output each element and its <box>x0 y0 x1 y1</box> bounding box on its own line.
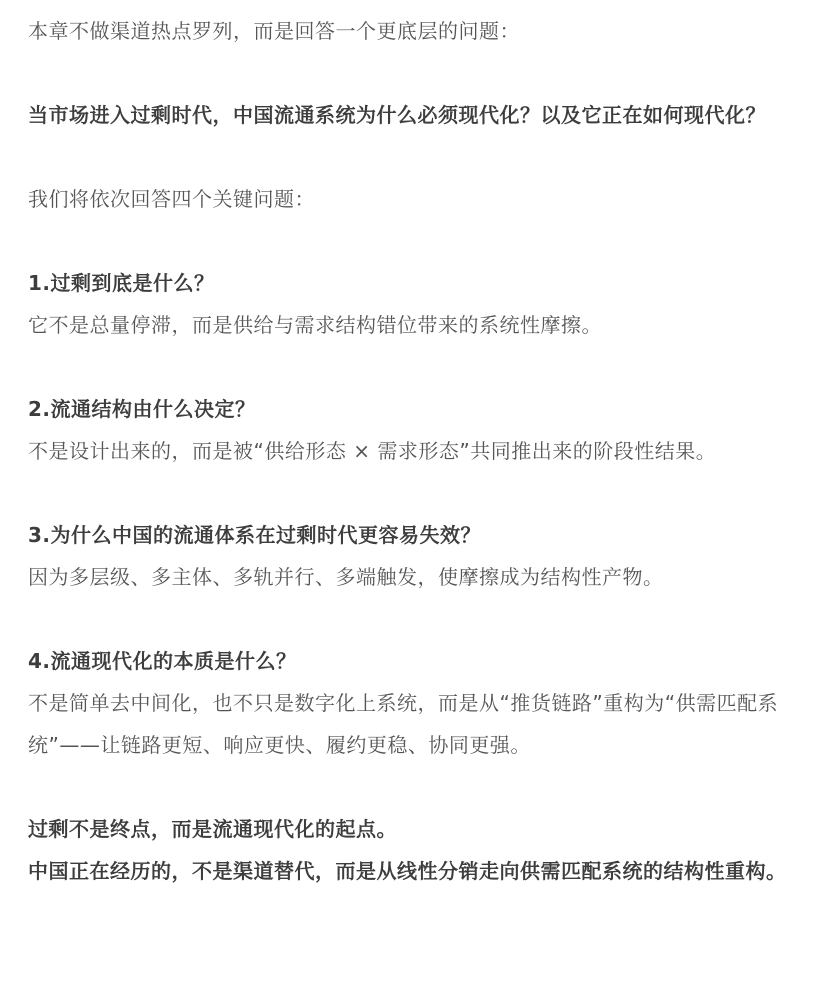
question-title: 3.为什么中国的流通体系在过剩时代更容易失效？ <box>28 523 482 547</box>
question-block <box>28 640 814 766</box>
question-answer: 不是简单去中间化，也不只是数字化上系统，而是从“推货链路”重构为“供需匹配系统”——让链路更短、响应更快、履约更稳、协同更强。 <box>28 691 779 757</box>
intro-paragraph: 本章不做渠道热点罗列，而是回答一个更底层的问题： <box>28 19 520 43</box>
question-answer: 它不是总量停滞，而是供给与需求结构错位带来的系统性摩擦。 <box>28 313 602 337</box>
spacer <box>28 598 814 640</box>
conclusion-line: 中国正在经历的，不是渠道替代，而是从线性分销走向供需匹配系统的结构性重构。 <box>28 859 787 883</box>
question-answer: 不是设计出来的，而是被“供给形态 × 需求形态”共同推出来的阶段性结果。 <box>28 439 717 463</box>
spacer <box>28 346 814 388</box>
question-block <box>28 514 814 598</box>
article-body <box>28 10 814 892</box>
question-block <box>28 388 814 472</box>
conclusion-block <box>28 808 814 892</box>
question-block <box>28 262 814 346</box>
conclusion-line: 过剩不是终点，而是流通现代化的起点。 <box>28 817 397 841</box>
question-title: 1.过剩到底是什么？ <box>28 271 215 295</box>
spacer <box>28 220 814 262</box>
lead-paragraph: 我们将依次回答四个关键问题： <box>28 187 315 211</box>
question-title: 4.流通现代化的本质是什么？ <box>28 649 297 673</box>
core-question: 当市场进入过剩时代，中国流通系统为什么必须现代化？以及它正在如何现代化？ <box>28 103 766 127</box>
spacer <box>28 52 814 94</box>
question-answer: 因为多层级、多主体、多轨并行、多端触发，使摩擦成为结构性产物。 <box>28 565 664 589</box>
spacer <box>28 472 814 514</box>
question-title: 2.流通结构由什么决定？ <box>28 397 256 421</box>
spacer <box>28 136 814 178</box>
spacer <box>28 766 814 808</box>
